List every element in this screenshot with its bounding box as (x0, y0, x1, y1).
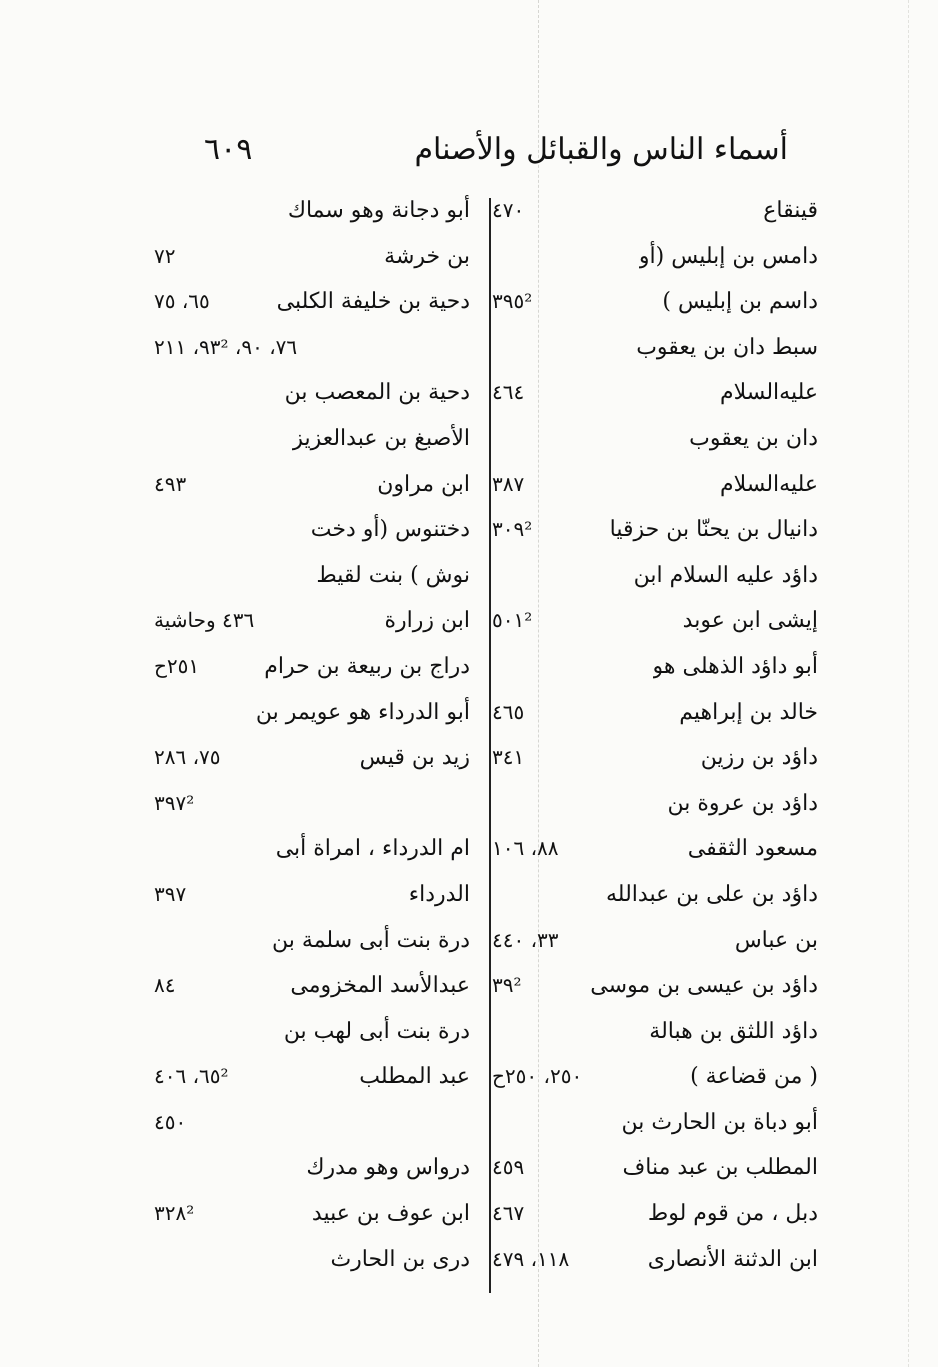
entry-name: قينقاع (763, 198, 818, 223)
index-entry (150, 872, 470, 918)
index-entry (488, 1191, 818, 1237)
entry-pages: ٢٥٠، ٢٥٠ح (492, 1064, 583, 1089)
entry-name: عبد المطلب (359, 1064, 470, 1090)
entry-name: عبدالأسد المخزومى (290, 973, 470, 999)
entry-name: دانيال بن يحنّا بن حزقيا (609, 517, 818, 543)
index-entry (150, 598, 470, 644)
entry-name: ابن مراون (377, 471, 470, 497)
index-entry (150, 1191, 470, 1237)
entry-pages: ٣٩٧ (154, 881, 187, 906)
index-entry (488, 553, 818, 599)
entry-name: خالد بن إبراهيم (679, 699, 818, 725)
entry-name: درة بنت أبى سلمة بن (272, 927, 470, 953)
entry-pages: ٣٩٥² (492, 289, 533, 314)
entry-name: ابن الدثنة الأنصارى (647, 1246, 818, 1272)
entry-name: درة بنت أبى لهب بن (283, 1018, 470, 1044)
entry-pages: ٧٢ (154, 243, 176, 268)
index-entry (150, 279, 470, 325)
entry-name: دامس بن إبليس (أو (638, 243, 818, 269)
index-entry (488, 1145, 818, 1191)
entry-name: زيد بن قيس (359, 745, 470, 771)
index-entry (488, 188, 818, 234)
entry-name: دحية بن خليفة الكلبى (276, 289, 470, 315)
entry-name: داؤد بن على بن عبدالله (606, 881, 818, 907)
index-entry (488, 735, 818, 781)
index-entry (488, 781, 818, 827)
index-entry (150, 1237, 470, 1283)
entry-name: عليه‌السلام (719, 380, 818, 406)
entry-pages: ٣٨٧ (492, 471, 525, 496)
entry-pages: ٣٢٨² (154, 1201, 195, 1226)
entry-name: الأصبغ بن عبدالعزيز (292, 425, 470, 451)
entry-name: أبو الدرداء هو عويمر بن (255, 699, 470, 725)
entry-name: داؤد عليه السلام ابن (633, 562, 818, 588)
index-entry (150, 188, 470, 234)
index-entry (150, 963, 470, 1009)
index-entry (150, 234, 470, 280)
entry-name: ام الدرداء ، امراة أبى (275, 836, 470, 862)
entry-name: دراج بن ربيعة بن حرام (264, 653, 470, 679)
entry-name: الدرداء (408, 881, 470, 907)
entry-pages: ٣٩² (492, 973, 522, 998)
entry-name: سبط دان بن يعقوب (636, 334, 818, 360)
entry-name: بن خرشة (384, 243, 470, 269)
entry-name: داؤد بن عروة بن (667, 790, 818, 816)
entry-pages: ٤٥٩ (492, 1155, 525, 1180)
index-entry (488, 507, 818, 553)
index-entry (150, 370, 470, 416)
index-entry (488, 370, 818, 416)
entry-pages: ٤٦٥ (492, 699, 525, 724)
entry-pages: ٧٦، ٩٠، ٩٣²، ٢١١ (154, 334, 298, 359)
entry-name: إيشى ابن عوبد (682, 608, 818, 634)
entry-pages: ٣٣، ٤٤٠ (492, 927, 559, 952)
index-entry (488, 826, 818, 872)
entry-pages: ٤٣٦ وحاشية (154, 608, 255, 633)
entry-pages: ٥٠١² (492, 608, 533, 633)
entry-pages: ٤٩٣ (154, 471, 187, 496)
index-entry (150, 462, 470, 508)
index-entry (150, 553, 470, 599)
index-entry (488, 644, 818, 690)
entry-pages: ٦٥، ٧٥ (154, 289, 210, 314)
entry-name: عليه‌السلام (719, 471, 818, 497)
index-entry (150, 918, 470, 964)
entry-pages: ٤٥٠ (154, 1109, 187, 1134)
entry-name: ابن عوف بن عبيد (311, 1201, 470, 1227)
index-entry (150, 325, 470, 371)
entry-name: داؤد بن رزين (700, 745, 818, 771)
index-entry (488, 918, 818, 964)
entry-name: المطلب بن عبد مناف (622, 1155, 818, 1181)
entry-name: ( من قضاعة ) (690, 1064, 818, 1090)
entry-name: نوش ) بنت لقيط (316, 562, 470, 588)
index-entry (150, 826, 470, 872)
index-entry (150, 644, 470, 690)
index-entry (150, 1054, 470, 1100)
scan-edge-line (908, 0, 909, 1367)
entry-pages: ٣٤١ (492, 745, 525, 770)
entry-pages: ٣٠٩² (492, 517, 533, 542)
index-entry (488, 872, 818, 918)
index-entry (488, 279, 818, 325)
entry-name: بن عباس (734, 927, 818, 953)
entry-pages: ٤٦٤ (492, 380, 525, 405)
entry-name: أبو دباة بن الحارث بن (621, 1109, 818, 1135)
entry-name: درى بن الحارث (330, 1246, 470, 1272)
index-entry (488, 462, 818, 508)
entry-name: داسم بن إبليس ) (662, 289, 818, 315)
entry-name: دختنوس (أو دخت (310, 517, 470, 543)
running-header-title: أسماء الناس والقبائل والأصنام (414, 132, 788, 167)
entry-pages: ٣٩٧² (154, 790, 195, 815)
entry-name: داؤد اللثق بن هبالة (649, 1018, 818, 1044)
entry-pages: ٤٧٠ (492, 198, 525, 222)
index-entry (488, 598, 818, 644)
entry-pages: ٨٤ (154, 973, 176, 998)
entry-name: دحية بن المعصب بن (284, 380, 470, 406)
entry-name: أبو دجانة وهو سماك (287, 198, 470, 223)
entry-name: درواس وهو مدرك (306, 1155, 470, 1181)
index-entry (488, 1054, 818, 1100)
entry-pages: ١١٨، ٤٧٩ (492, 1246, 570, 1271)
index-column-right (488, 188, 818, 1282)
entry-pages: ٢٥١ح (154, 653, 200, 678)
index-entry (150, 690, 470, 736)
index-entry (150, 416, 470, 462)
entry-pages: ٧٥، ٢٨٦ (154, 745, 221, 770)
entry-name: دان بن يعقوب (689, 425, 818, 451)
index-entry (150, 507, 470, 553)
index-entry (488, 963, 818, 1009)
entry-name: أبو داؤد الذهلى هو (652, 653, 818, 679)
index-entry (150, 1145, 470, 1191)
entry-name: ابن زرارة (384, 608, 470, 634)
entry-pages: ٦٥²، ٤٠٦ (154, 1064, 229, 1089)
entry-pages: ٨٨، ١٠٦ (492, 836, 559, 861)
entry-name: مسعود الثقفى (687, 836, 818, 862)
index-entry (150, 1009, 470, 1055)
page-number: ٦٠٩ (204, 132, 253, 167)
index-entry (488, 234, 818, 280)
index-entry (150, 1100, 470, 1146)
entry-name: دبل ، من قوم لوط (647, 1201, 818, 1227)
index-entry (488, 1100, 818, 1146)
index-entry (488, 690, 818, 736)
entry-name: داؤد بن عيسى بن موسى (590, 973, 818, 999)
entry-pages: ٤٦٧ (492, 1201, 525, 1226)
index-entry (488, 1009, 818, 1055)
index-entry (150, 735, 470, 781)
index-entry (488, 1237, 818, 1283)
index-entry (488, 325, 818, 371)
index-entry (488, 416, 818, 462)
index-entry (150, 781, 470, 827)
index-column-left (150, 188, 470, 1282)
